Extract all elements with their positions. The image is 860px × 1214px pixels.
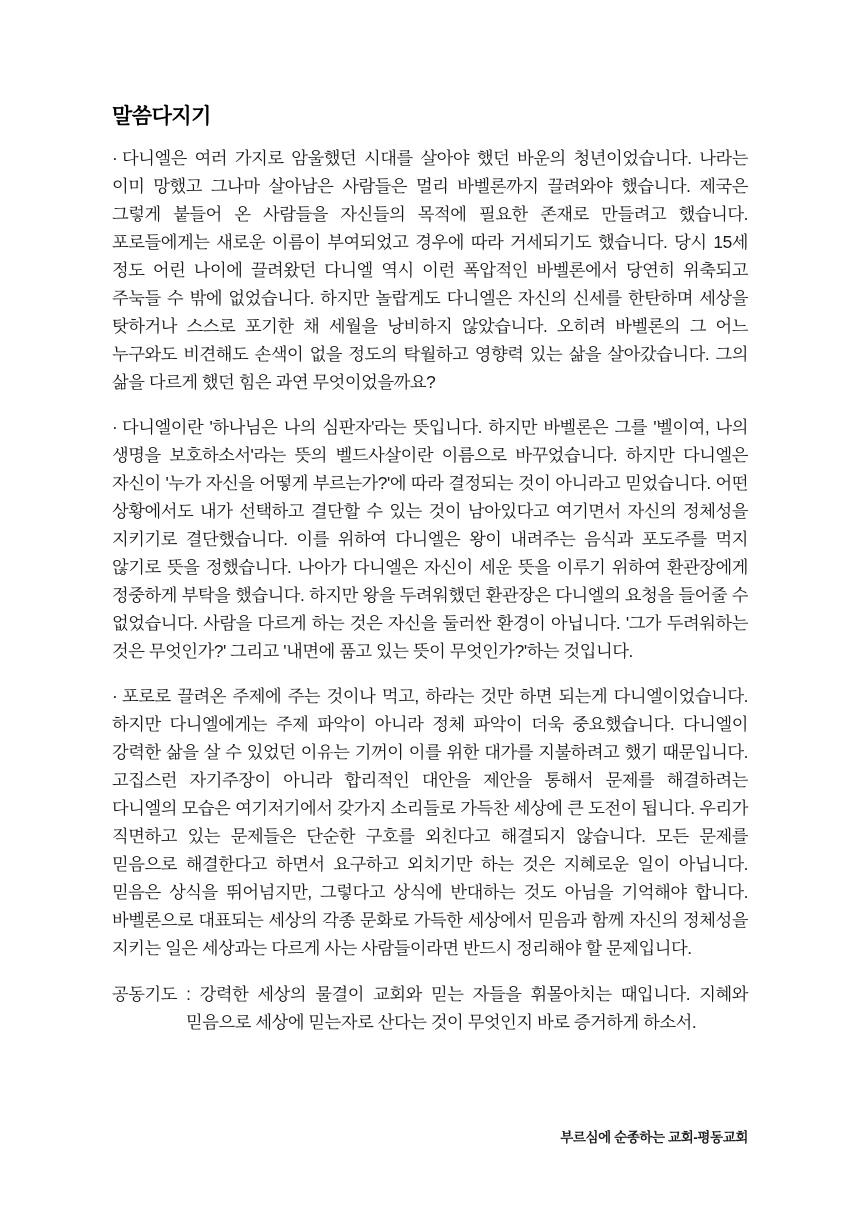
- bullet-glyph-2: ·: [112, 417, 118, 438]
- paragraph-3-text: 포로로 끌려온 주제에 주는 것이나 먹고, 하라는 것만 하면 되는게 다니엘이었습니다. 하지만 다니엘에게는 주제 파악이 아니라 정체 파악이 더욱 중요했습니다. 다니엘이 강력한 삶을 살 수 있었던 이유는 기꺼이 이를 위한 대가를 지불하려고 했기 때문입니다. 고집스런 자기주장이 아니라 합리적인 대안을 제안을 통해서 문제를 해결하려는 다니엘의 모습은 여기저기에서 갖가지 소리들로 가득찬 세상에 큰 도전이 됩니다. 우리가 직면하고 있는 문제들은 단순한 구호를 외친다고 해결되지 않습니다. 모든 문제를 믿음으로 해결한다고 하면서 요구하고 외치기만 하는 것은 지혜로운 일이 아닙니다. 믿음은 상식을 뛰어넘지만, 그렇다고 상식에 반대하는 것도 아님을 기억해야 합니다. 바벨론으로 대표되는 세상의 각종 문화로 가득한 세상에서 믿음과 함께 자신의 정체성을 지키는 일은 세상과는 다르게 사는 사람들이라면 반드시 정리해야 할 문제입니다.: [112, 686, 748, 959]
- paragraph-2: [112, 413, 748, 665]
- page-title: 말씀다지기: [112, 105, 211, 128]
- bullet-glyph-3: ·: [112, 686, 118, 707]
- paragraph-2-text: 다니엘이란 '하나님은 나의 심판자'라는 뜻입니다. 하지만 바벨론은 그를 '벨이여, 나의 생명을 보호하소서'라는 뜻의 벨드사살이란 이름으로 바꾸었습니다. 하지만 다니엘은 자신이 '누가 자신을 어떻게 부르는가?'에 따라 결정되는 것이 아니라고 믿었습니다. 어떤 상황에서도 내가 선택하고 결단할 수 있는 것이 남아있다고 여기면서 자신의 정체성을 지키기로 결단했습니다. 이를 위하여 다니엘은 왕이 내려주는 음식과 포도주를 먹지 않기로 뜻을 정했습니다. 나아가 다니엘은 자신이 세운 뜻을 이루기 위하여 환관장에게 정중하게 부탁을 했습니다. 하지만 왕을 두려워했던 환관장은 다니엘의 요청을 들어줄 수 없었습니다. 사람을 다르게 하는 것은 자신을 둘러싼 환경이 아닙니다. '그가 두려워하는 것은 무엇인가?' 그리고 '내면에 품고 있는 뜻이 무엇인가?'하는 것입니다.: [112, 417, 748, 662]
- prayer-text: 강력한 세상의 물결이 교회와 믿는 자들을 휘몰아치는 때입니다. 지혜와 믿음으로 세상에 믿는자로 산다는 것이 무엇인지 바로 증거하게 하소서.: [186, 984, 748, 1033]
- footer-church-name: 부르심에 순종하는 교회-평동교회: [560, 1130, 748, 1145]
- paragraph-1: [112, 144, 748, 396]
- bullet-glyph-1: ·: [112, 148, 118, 168]
- paragraph-3: [112, 682, 748, 962]
- paragraph-1-text: 다니엘은 여러 가지로 암울했던 시대를 살아야 했던 바운의 청년이었습니다. 나라는 이미 망했고 그나마 살아남은 사람들은 멀리 바벨론까지 끌려와야 했습니다. 제국은 그렇게 붙들어 온 사람들을 자신들의 목적에 필요한 존재로 만들려고 했습니다. 포로들에게는 새로운 이름이 부여되었고 경우에 따라 거세되기도 했습니다. 당시 15세 정도 어린 나이에 끌려왔던 다니엘 역시 이런 폭압적인 바벨론에서 당연히 위축되고 주눅들 수 밖에 없었습니다. 하지만 놀랍게도 다니엘은 자신의 신세를 한탄하며 세상을 탓하거나 스스로 포기한 채 세월을 낭비하지 않았습니다. 오히려 바벨론의 그 어느 누구와도 비견해도 손색이 없을 정도의 탁월하고 영향력 있는 삶을 살아갔습니다. 그의 삶을 다르게 했던 힘은 과연 무엇이었을까요?: [112, 148, 748, 393]
- prayer-section: [112, 980, 748, 1036]
- prayer-label: 공동기도 :: [112, 984, 200, 1005]
